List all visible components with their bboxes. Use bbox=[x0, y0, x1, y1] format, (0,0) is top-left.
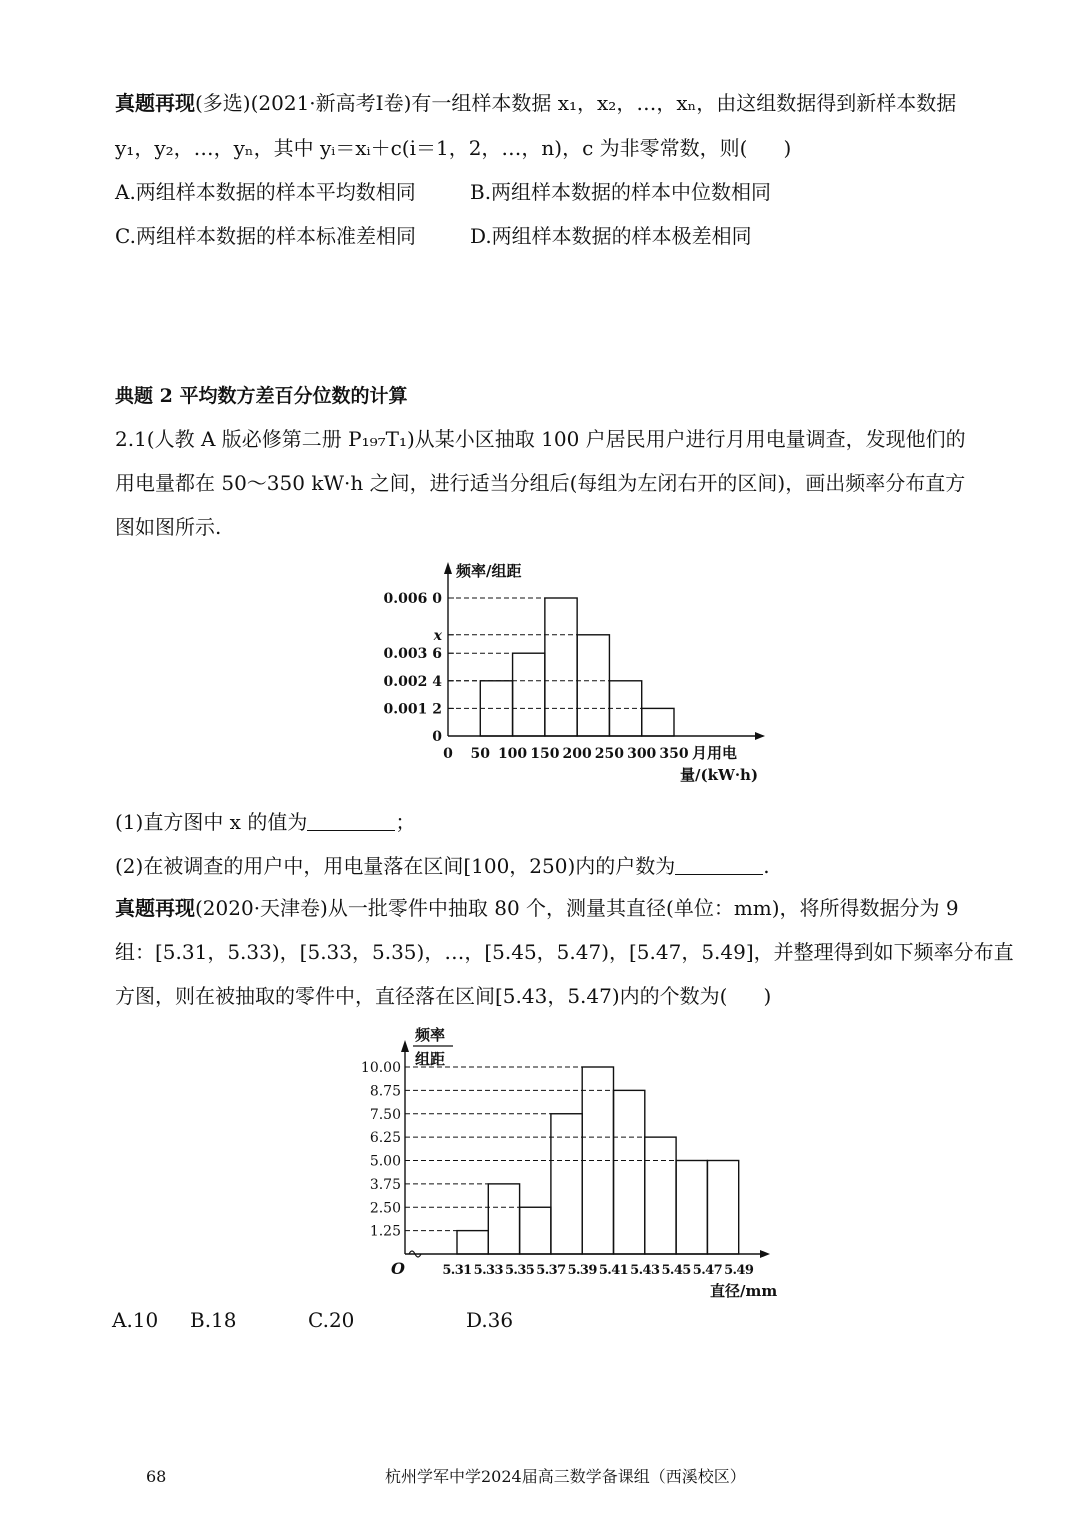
q1-line2-text: y₁，y₂，…，yₙ，其中 yᵢ＝xᵢ＋c(i＝1，2，…，n)，c 为非零常数，则( bbox=[115, 136, 748, 160]
y-tick-label: 0.002 4 bbox=[383, 673, 442, 690]
q3-line1 bbox=[115, 893, 959, 923]
answer-blank-2[interactable] bbox=[675, 852, 763, 875]
x-tick-label: 250 bbox=[594, 746, 625, 762]
y-axis-label: 频率/组距 bbox=[456, 562, 522, 580]
y-tick-label: 3.75 bbox=[369, 1176, 401, 1193]
histogram-bar bbox=[676, 1161, 707, 1255]
histogram-bar bbox=[545, 598, 577, 736]
x-axis-label-cont: 量/(kW·h) bbox=[680, 766, 759, 784]
q3-option-b: B.18 bbox=[190, 1308, 237, 1332]
q1-option-d: D.两组样本数据的样本极差相同 bbox=[470, 224, 752, 248]
q1-option-a: A.两组样本数据的样本平均数相同 bbox=[115, 180, 416, 204]
histogram-bar bbox=[614, 1090, 645, 1254]
y-tick-label: 0 bbox=[432, 729, 442, 745]
q1-close-paren: ) bbox=[783, 136, 792, 160]
q1-option-b: B.两组样本数据的样本中位数相同 bbox=[470, 180, 772, 204]
y-tick-label: 1.25 bbox=[369, 1223, 401, 1240]
histogram-bar bbox=[488, 1184, 519, 1254]
y-tick-label: 0.003 6 bbox=[383, 646, 442, 663]
x-axis-arrow bbox=[755, 732, 765, 740]
q1-line2 bbox=[115, 133, 791, 163]
page-number: 68 bbox=[146, 1467, 167, 1486]
q3-option-a: A.10 bbox=[112, 1308, 159, 1332]
x-tick-label: 5.47 bbox=[692, 1263, 723, 1278]
q2-sub2-end: . bbox=[763, 854, 770, 878]
x-axis-label: 月用电 bbox=[692, 744, 738, 762]
histogram-bar bbox=[520, 1207, 551, 1254]
q1-line1 bbox=[115, 88, 956, 118]
x-tick-label: 5.45 bbox=[661, 1263, 691, 1278]
y-tick-label: 0.006 0 bbox=[383, 591, 442, 607]
histogram-bar bbox=[577, 635, 609, 736]
y-tick-label: 5.00 bbox=[369, 1153, 401, 1170]
q2-sub2-text: (2)在被调查的用户中，用电量落在区间[100，250)内的户数为 bbox=[115, 854, 676, 878]
q2-line1: 2.1(人教 A 版必修第二册 P₁₉₇T₁)从某小区抽取 100 户居民用户进行月用电量调查，发现他们的 bbox=[115, 427, 966, 451]
x-tick-label: 50 bbox=[470, 746, 491, 762]
histogram-bar bbox=[551, 1114, 582, 1254]
histogram-bar bbox=[457, 1231, 488, 1254]
x-tick-label: 350 bbox=[659, 746, 689, 762]
y-tick-label: 7.50 bbox=[369, 1106, 401, 1123]
section-title: 典题 2 平均数方差百分位数的计算 bbox=[115, 385, 408, 407]
x-tick-label: 5.39 bbox=[567, 1263, 597, 1278]
x-tick-label: 5.43 bbox=[630, 1263, 660, 1278]
x-tick-label: 0 bbox=[443, 746, 453, 762]
y-tick-label: 10.00 bbox=[360, 1060, 401, 1076]
q3-line2: 组：[5.31，5.33)，[5.33，5.35)，…，[5.45，5.47)，[5.47，5.49]，并整理得到如下频率分布直 bbox=[115, 940, 1014, 964]
q2-line2: 用电量都在 50～350 kW·h 之间，进行适当分组后(每组为左闭右开的区间)，画出频率分布直方 bbox=[115, 471, 966, 495]
x-tick-label: 300 bbox=[627, 746, 657, 762]
x-tick-label: 5.35 bbox=[504, 1263, 535, 1278]
y-axis-label-bottom: 组距 bbox=[415, 1050, 446, 1068]
footer-school: 杭州学军中学2024届高三数学备课组（西溪校区） bbox=[385, 1467, 746, 1486]
x-tick-label: 100 bbox=[497, 746, 528, 762]
x-tick-label: 5.49 bbox=[724, 1263, 754, 1278]
q2-sub1-end: ； bbox=[395, 810, 416, 834]
q3-close-paren: ) bbox=[763, 984, 772, 1008]
q3-line1-text: (2020·天津卷)从一批零件中抽取 80 个，测量其直径(单位：mm)，将所得数据分为 9 bbox=[195, 896, 959, 920]
y-tick-label: 6.25 bbox=[369, 1130, 401, 1147]
q3-tag: 真题再现 bbox=[115, 896, 195, 920]
diameter-histogram bbox=[355, 1022, 795, 1302]
x-tick-label: 5.31 bbox=[442, 1263, 472, 1278]
q3-option-c: C.20 bbox=[308, 1308, 355, 1332]
x-tick-label: 150 bbox=[530, 746, 560, 762]
x-axis-label: 直径/mm bbox=[710, 1282, 778, 1300]
histogram-bar bbox=[645, 1137, 676, 1254]
y-tick-label: 8.75 bbox=[369, 1083, 401, 1100]
x-axis-arrow bbox=[760, 1250, 770, 1258]
histogram-bar bbox=[707, 1161, 738, 1255]
x-tick-label: 200 bbox=[562, 746, 592, 762]
q2-sub2 bbox=[115, 851, 770, 881]
x-tick-label: 5.37 bbox=[536, 1263, 566, 1278]
y-axis-arrow bbox=[401, 1040, 409, 1052]
y-axis-label-top: 频率 bbox=[415, 1026, 446, 1044]
q1-line1-text: (多选)(2021·新高考Ⅰ卷)有一组样本数据 x₁，x₂，…，xₙ，由这组数据得到新样本数据 bbox=[195, 91, 957, 115]
y-tick-label: 2.50 bbox=[369, 1200, 401, 1217]
x-tick-label: 5.33 bbox=[473, 1263, 503, 1278]
q2-sub1-text: (1)直方图中 x 的值为 bbox=[115, 810, 308, 834]
histogram-bar bbox=[513, 653, 545, 736]
y-axis-arrow bbox=[444, 562, 452, 574]
q3-option-d: D.36 bbox=[466, 1308, 514, 1332]
y-tick-label: x bbox=[433, 627, 442, 644]
usage-histogram bbox=[370, 552, 780, 792]
q1-option-c: C.两组样本数据的样本标准差相同 bbox=[115, 224, 416, 248]
histogram-bar bbox=[642, 708, 674, 736]
x-tick-label: 5.41 bbox=[598, 1263, 629, 1278]
origin-label: O bbox=[391, 1259, 405, 1278]
q3-line3-text: 方图，则在被抽取的零件中，直径落在区间[5.43，5.47)内的个数为( bbox=[115, 984, 728, 1008]
y-tick-label: 0.001 2 bbox=[383, 701, 442, 718]
q3-line3 bbox=[115, 981, 771, 1011]
q1-tag: 真题再现 bbox=[115, 91, 195, 115]
q2-sub1 bbox=[115, 807, 415, 837]
q2-line3: 图如图所示. bbox=[115, 515, 222, 539]
answer-blank-1[interactable] bbox=[307, 808, 395, 831]
